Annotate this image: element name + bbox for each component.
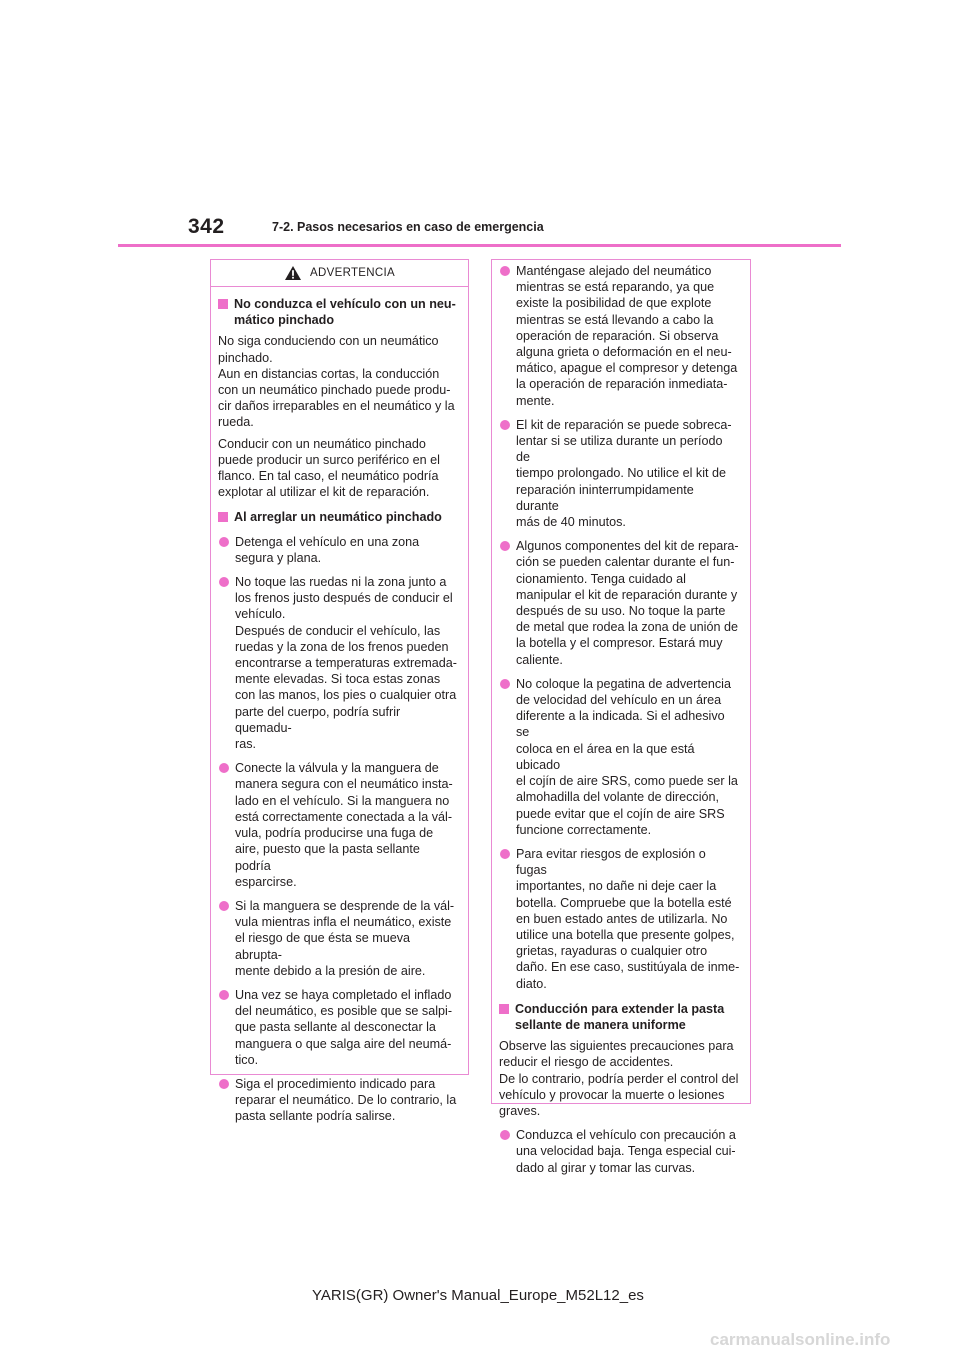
warning-box-left bbox=[210, 259, 469, 1124]
list-item bbox=[499, 1127, 740, 1176]
circle-bullet-icon bbox=[500, 541, 510, 551]
circle-bullet-icon bbox=[219, 990, 229, 1000]
list-item bbox=[218, 574, 458, 752]
square-bullet-icon bbox=[218, 512, 228, 522]
list-item-text: El kit de reparación se puede sobreca- lentar si se utiliza durante un período de tiempo prolongado. No utilice el kit de reparación ininterrumpidamente durante más de 40 minutos. bbox=[516, 417, 732, 530]
circle-bullet-icon bbox=[500, 266, 510, 276]
heading-text: Al arreglar un neumático pinchado bbox=[234, 510, 442, 525]
warning-box-right bbox=[491, 259, 751, 1175]
list-item-text: No coloque la pegatina de advertencia de velocidad del vehículo en un área diferente a la indicada. Si el adhesivo se coloca en el área en la que está ubicado el cojín de aire SRS, como puede ser la almohadilla del volante de dirección, puede evitar que el cojín de aire SRS funcione correctamente. bbox=[516, 676, 738, 837]
list-item-text: No toque las ruedas ni la zona junto a los frenos justo después de conducir el vehículo. Después de conducir el vehículo, las ruedas y la zona de los frenos pueden encontrarse a temperaturas extremada- mente elevadas. Si toca estas zonas con las manos, los pies o cualquier otra parte del cuerpo, podría sufrir quemadu- ras. bbox=[235, 575, 457, 752]
list-item-text: Siga el procedimiento indicado para reparar el neumático. De lo contrario, la pasta sellante podría salirse. bbox=[235, 1076, 457, 1124]
list-item-text: Manténgase alejado del neumático mientras se está reparando, ya que existe la posibilidad de que explote mientras se está llevando a cabo la operación de reparación. Si observa alguna grieta o deformación en el neu- mático, apague el compresor y detenga la operación de reparación inmediata- mente. bbox=[516, 264, 738, 408]
list-item bbox=[218, 760, 458, 890]
list-item bbox=[218, 987, 458, 1068]
circle-bullet-icon bbox=[500, 420, 510, 430]
heading-text: Conducción para extender la pasta sellante de manera uniforme bbox=[515, 1001, 725, 1032]
square-bullet-icon bbox=[499, 1004, 509, 1014]
warning-title: ADVERTENCIA bbox=[310, 266, 395, 279]
list-item-text: Si la manguera se desprende de la vál- vula mientras infla el neumático, existe el riesgo de que ésta se mueva abrupta- mente debido a la presión de aire. bbox=[235, 898, 455, 978]
heading-repair bbox=[218, 509, 458, 525]
list-item bbox=[499, 417, 740, 530]
watermark: carmanualsonline.info bbox=[710, 1330, 891, 1349]
heading-drive-sealant bbox=[499, 1001, 740, 1033]
warning-triangle-icon bbox=[284, 265, 302, 281]
list-item-text: Algunos componentes del kit de repara- ción se pueden calentar durante el fun- cionamiento. Tenga cuidado al manipular el kit de reparación durante y después de su uso. No toque la parte de metal que rodea la zona de unión de la botella y el compresor. Estará muy caliente. bbox=[516, 539, 739, 667]
page-number: 342 bbox=[188, 215, 225, 238]
header-rule bbox=[118, 244, 841, 247]
circle-bullet-icon bbox=[500, 1130, 510, 1140]
list-item bbox=[499, 538, 740, 668]
warning-header bbox=[211, 260, 468, 287]
list-item-text: Detenga el vehículo en una zona segura y plana. bbox=[235, 534, 420, 565]
circle-bullet-icon bbox=[219, 901, 229, 911]
paragraph: Conducir con un neumático pinchado puede producir un surco periférico en el flanco. En tal caso, el neumático podría explotar al utilizar el kit de reparación. bbox=[218, 436, 440, 500]
list-item bbox=[499, 263, 740, 409]
heading-flat-tire bbox=[218, 296, 458, 328]
list-item-text: Conecte la válvula y la manguera de manera segura con el neumático insta- lado en el vehículo. Si la manguera no está correctamente conectada a la vál- vula, podría producirse una fuga de aire, puesto que la pasta sellante podría esparcirse. bbox=[235, 761, 453, 889]
list-item bbox=[218, 898, 458, 979]
paragraph: Observe las siguientes precauciones para reducir el riesgo de accidentes. De lo contrario, podría perder el control del vehículo y provocar la muerte o lesiones graves. bbox=[499, 1039, 739, 1118]
circle-bullet-icon bbox=[219, 537, 229, 547]
list-item bbox=[218, 1076, 458, 1125]
circle-bullet-icon bbox=[500, 849, 510, 859]
list-item bbox=[218, 534, 458, 566]
circle-bullet-icon bbox=[219, 1079, 229, 1089]
square-bullet-icon bbox=[218, 299, 228, 309]
circle-bullet-icon bbox=[219, 763, 229, 773]
list-item bbox=[499, 676, 740, 838]
list-item-text: Conduzca el vehículo con precaución a una velocidad baja. Tenga especial cui- dado al girar y tomar las curvas. bbox=[516, 1128, 736, 1175]
circle-bullet-icon bbox=[219, 577, 229, 587]
manual-footer: YARIS(GR) Owner's Manual_Europe_M52L12_es bbox=[312, 1287, 644, 1304]
circle-bullet-icon bbox=[500, 679, 510, 689]
list-item-text: Una vez se haya completado el inflado del neumático, es posible que se salpi- que pasta sellante al desconectar la manguera o que salga aire del neumá- tico. bbox=[235, 987, 453, 1067]
section-title: 7-2. Pasos necesarios en caso de emergencia bbox=[272, 220, 544, 234]
list-item bbox=[499, 846, 740, 992]
paragraph: No siga conduciendo con un neumático pinchado. Aun en distancias cortas, la conducción con un neumático pinchado puede produ- cir daños irreparables en el neumático y la rueda. bbox=[218, 334, 455, 430]
list-item-text: Para evitar riesgos de explosión o fugas importantes, no dañe ni deje caer la botella. Compruebe que la botella esté en buen estado antes de utilizarla. No utilice una botella que presente golpes, grietas, rayaduras o cualquier otro daño. En ese caso, sustitúyala de inme- diato. bbox=[516, 846, 740, 991]
heading-text: No conduzca el vehículo con un neu- mático pinchado bbox=[234, 297, 456, 328]
